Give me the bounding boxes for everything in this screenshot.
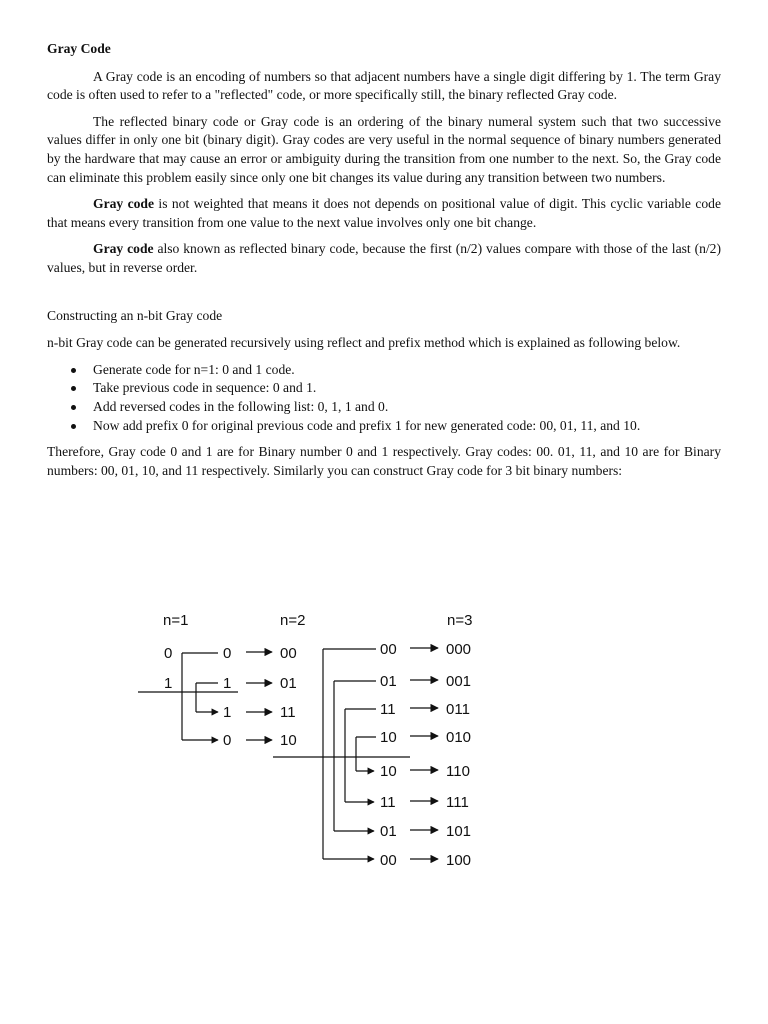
gray-code-diagram xyxy=(0,590,768,890)
code-n3-reflected: 00 xyxy=(380,852,397,869)
code-n3-reflected: 00 xyxy=(380,641,397,658)
paragraph-intro: A Gray code is an encoding of numbers so that adjacent numbers have a single digit differing by 1. The term Gray code is often used to refer to a "reflected" code, or more specifically still, the binary reflected Gray code. xyxy=(47,68,721,103)
bold-term: Gray code xyxy=(93,241,154,257)
code-n3-reflected: 11 xyxy=(380,794,396,811)
code-n3-reflected: 10 xyxy=(380,763,397,780)
code-n2-reflected: 0 xyxy=(223,732,232,749)
code-n2: 11 xyxy=(280,704,296,721)
code-n3: 001 xyxy=(446,673,472,690)
code-n3: 000 xyxy=(446,641,472,658)
code-n3: 101 xyxy=(446,823,472,840)
code-n3-reflected: 01 xyxy=(380,673,397,690)
paragraph-weighted xyxy=(47,195,721,232)
header-n3: n=3 xyxy=(447,612,473,629)
code-n3-reflected: 11 xyxy=(380,701,396,718)
header-n1: n=1 xyxy=(163,612,189,629)
code-n2: 01 xyxy=(280,675,297,692)
code-n2: 00 xyxy=(280,645,297,662)
paragraph-weighted-text: is not weighted that means it does not depends on positional value of digit. This cyclic variable code that means every transition from one value to the next value involves only one bit change. xyxy=(47,196,721,230)
code-n1: 1 xyxy=(164,675,173,692)
header-n2: n=2 xyxy=(280,612,306,629)
steps-list xyxy=(47,361,721,435)
list-item: Now add prefix 0 for original previous code and prefix 1 for new generated code: 00, 01, 11, and 10. xyxy=(93,417,721,436)
code-n3: 111 xyxy=(446,794,469,811)
paragraph-reflected-binary-text: also known as reflected binary code, because the first (n/2) values compare with those of the last (n/2) values, but in reverse order. xyxy=(47,241,721,275)
document-body xyxy=(47,40,721,488)
code-n3: 100 xyxy=(446,852,472,869)
paragraph-reflected-binary xyxy=(47,240,721,277)
code-n2-reflected: 1 xyxy=(223,675,232,692)
document-title: Gray Code xyxy=(47,41,111,56)
code-n3-reflected: 01 xyxy=(380,823,397,840)
code-n2-reflected: 0 xyxy=(223,645,232,662)
paragraph-reflected: The reflected binary code or Gray code is an ordering of the binary numeral system such that two successive values differ in only one bit (binary digit). Gray codes are very useful in the normal sequence of binary numbers generated by the hardware that may cause an error or ambiguity during the transition from one number to the next. So, the Gray code can eliminate this problem easily since only one bit changes its value during any transition between two numbers. xyxy=(47,113,721,185)
code-n3: 010 xyxy=(446,729,472,746)
code-n2: 10 xyxy=(280,732,297,749)
list-item: Generate code for n=1: 0 and 1 code. xyxy=(93,361,721,380)
connector-lines-n1 xyxy=(138,653,238,740)
paragraph-method: n-bit Gray code can be generated recursively using reflect and prefix method which is explained as following below. xyxy=(47,335,681,351)
code-n2-reflected: 1 xyxy=(223,704,232,721)
code-n1: 0 xyxy=(164,645,173,662)
list-item: Take previous code in sequence: 0 and 1. xyxy=(93,379,721,398)
arrows-n3 xyxy=(410,648,438,859)
section-subheading: Constructing an n-bit Gray code xyxy=(47,307,223,323)
paragraph-conclusion: Therefore, Gray code 0 and 1 are for Binary number 0 and 1 respectively. Gray codes: 00. 01, 11, and 10 are for Binary numbers: 00, 01, 10, and 11 respectively. Similarly you can construct Gray code for 3 bit binary numbers: xyxy=(47,444,721,478)
bold-term: Gray code xyxy=(93,196,155,212)
list-item: Add reversed codes in the following list: 0, 1, 1 and 0. xyxy=(93,398,721,417)
arrows-n2 xyxy=(246,652,272,740)
code-n3: 110 xyxy=(446,763,470,780)
code-n3-reflected: 10 xyxy=(380,729,397,746)
code-n3: 011 xyxy=(446,701,470,718)
